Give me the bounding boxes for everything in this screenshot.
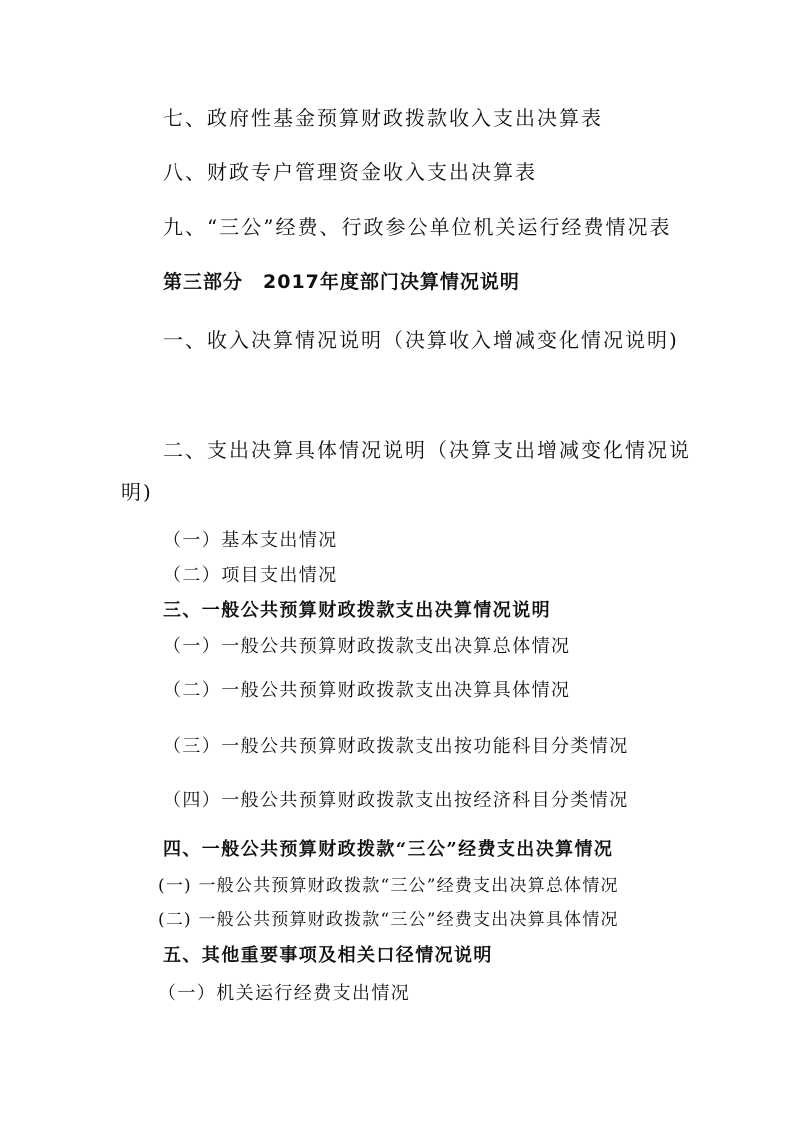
section-1-title: 一、收入决算情况说明（决算收入增减变化情况说明)	[163, 328, 679, 352]
section-4-2: (二) 一般公共预算财政拨款“三公”经费支出决算具体情况	[158, 910, 619, 930]
section-5-1: （一）机关运行经费支出情况	[158, 983, 411, 1004]
part3-heading: 第三部分 2017年度部门决算情况说明	[163, 271, 520, 293]
section-3-2: （二）一般公共预算财政拨款支出决算具体情况	[163, 680, 571, 701]
section-3-1: （一）一般公共预算财政拨款支出决算总体情况	[163, 636, 571, 657]
toc-item-7: 七、政府性基金预算财政拨款收入支出决算表	[163, 106, 603, 130]
section-2-1: （一）基本支出情况	[163, 530, 338, 551]
toc-item-9: 九、“三公”经费、行政参公单位机关运行经费情况表	[163, 215, 672, 239]
section-5-title: 五、其他重要事项及相关口径情况说明	[163, 945, 493, 966]
section-4-title: 四、一般公共预算财政拨款“三公”经费支出决算情况	[163, 839, 614, 860]
section-3-4: （四）一般公共预算财政拨款支出按经济科目分类情况	[163, 790, 629, 811]
section-2-title-line2: 明)	[121, 480, 153, 504]
section-3-title: 三、一般公共预算财政拨款支出决算情况说明	[163, 600, 551, 621]
section-2-2: （二）项目支出情况	[163, 565, 338, 586]
section-4-1: (一) 一般公共预算财政拨款“三公”经费支出决算总体情况	[158, 876, 619, 896]
toc-item-8: 八、财政专户管理资金收入支出决算表	[163, 160, 537, 184]
section-3-3: （三）一般公共预算财政拨款支出按功能科目分类情况	[163, 736, 629, 757]
section-2-title-line1: 二、支出决算具体情况说明（决算支出增减变化情况说	[163, 438, 691, 462]
